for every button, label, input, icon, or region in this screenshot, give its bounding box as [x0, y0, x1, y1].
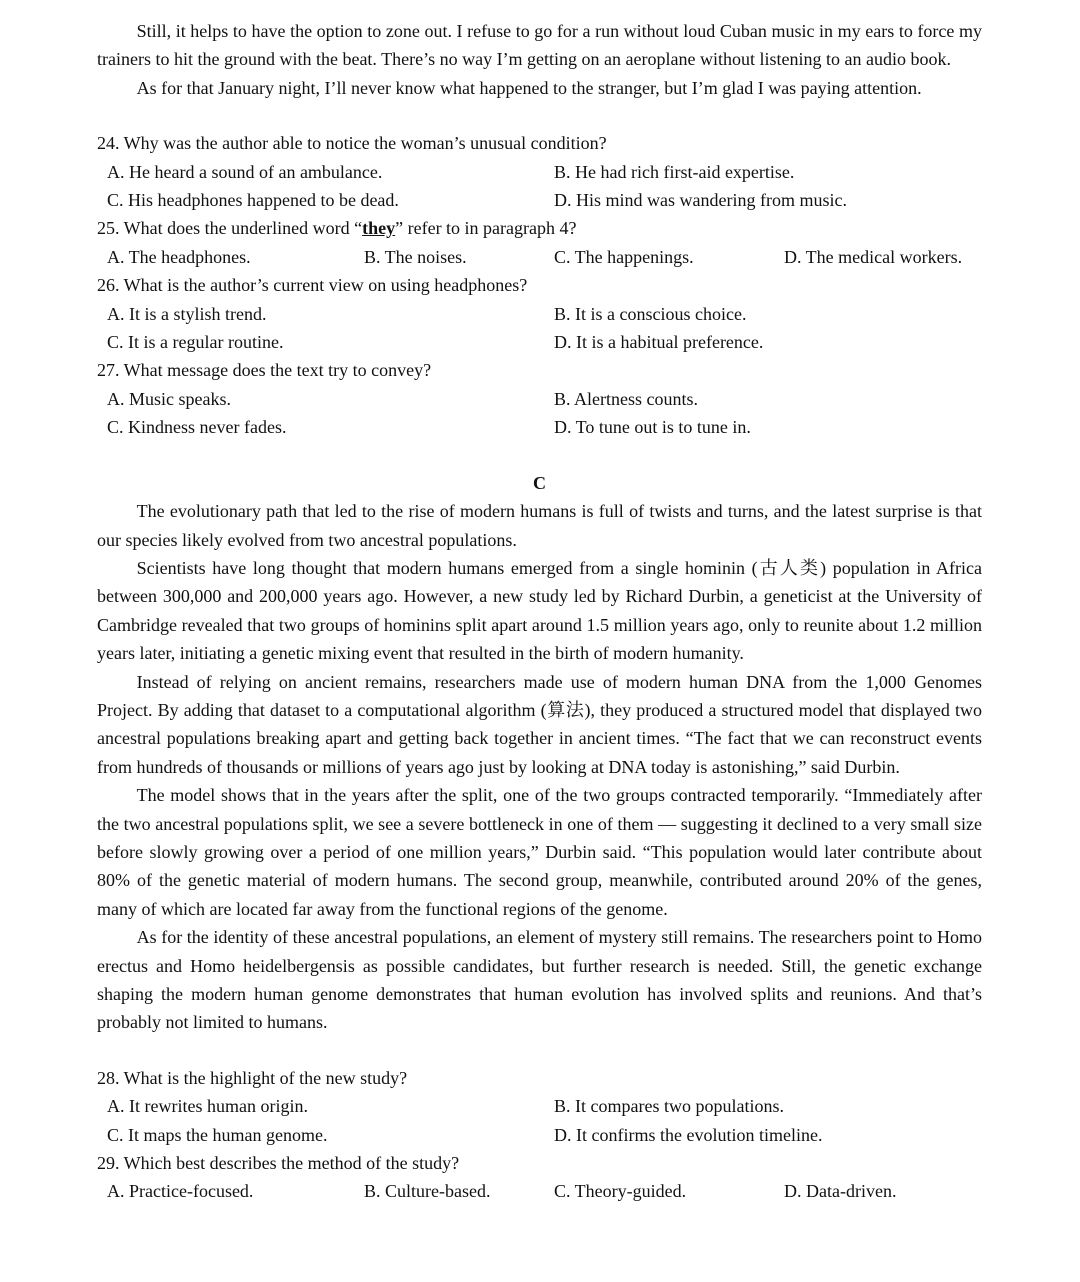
- passage-paragraph: Still, it helps to have the option to zone out. I refuse to go for a run without loud Cuban music in my ears to force my trainers to hit the ground with the beat. There’s no way I’m getting on an aeroplane without listening to an audio book.: [97, 21, 982, 70]
- option-c: C. It is a regular routine.: [107, 332, 284, 353]
- passage-paragraph: Scientists have long thought that modern humans emerged from a single hominin (古人类) population in Africa between 300,000 and 200,000 years ago. However, a new study led by Richard Durbin, a geneticist at the University of Cambridge revealed that two groups of hominins split apart around 1.5 million years ago, only to reunite about 1.2 million years later, initiating a genetic mixing event that resulted in the birth of modern humanity.: [97, 557, 982, 664]
- option-d: D. It confirms the evolution timeline.: [554, 1124, 823, 1145]
- option-a: A. The headphones.: [107, 246, 251, 267]
- section-heading-c: C: [533, 472, 546, 493]
- option-d: D. It is a habitual preference.: [554, 332, 764, 353]
- option-b: B. Culture-based.: [364, 1181, 491, 1202]
- stem-text: ” refer to in paragraph 4?: [395, 218, 577, 239]
- underlined-word: they: [362, 218, 396, 239]
- passage-paragraph: Instead of relying on ancient remains, researchers made use of modern human DNA from the 1,000 Genomes Project. By adding that dataset to a computational algorithm (算法), they produced a structured model that displayed two ancestral populations breaking apart and getting back together in ancient times. “The fact that we can reconstruct events from hundreds of thousands or millions of years ago just by looking at DNA today is astonishing,” said Durbin.: [97, 671, 982, 777]
- option-a: A. Practice-focused.: [107, 1181, 254, 1202]
- option-c: C. Theory-guided.: [554, 1181, 687, 1202]
- option-c: C. It maps the human genome.: [107, 1124, 328, 1145]
- option-b: B. It compares two populations.: [554, 1096, 784, 1117]
- question-25-options: [97, 243, 982, 271]
- passage-paragraph: As for that January night, I’ll never know what happened to the stranger, but I’m glad I was paying attention.: [136, 77, 922, 98]
- passage-paragraph: The model shows that in the years after the split, one of the two groups contracted temporarily. “Immediately after the two ancestral populations split, we see a severe bottleneck in one of them — suggesting it declined to a very small size before slowly growing over a period of one million years,” Durbin said. “This population would later contribute about 80% of the genetic material of modern humans. The second group, meanwhile, contributed around 20% of the genes, many of which are located far away from the functional regions of the genome.: [97, 785, 982, 919]
- question-26-options: [97, 300, 982, 357]
- question-29-options: [97, 1177, 982, 1205]
- stem-text: 25. What does the underlined word “: [97, 218, 363, 239]
- option-d: D. His mind was wandering from music.: [554, 190, 847, 211]
- question-27-stem: 27. What message does the text try to convey?: [97, 360, 432, 381]
- option-b: B. Alertness counts.: [554, 388, 698, 409]
- option-c: C. Kindness never fades.: [107, 417, 287, 438]
- question-29-stem: 29. Which best describes the method of the study?: [97, 1153, 460, 1174]
- option-c: C. The happenings.: [554, 246, 694, 267]
- question-24-stem: 24. Why was the author able to notice the woman’s unusual condition?: [97, 133, 607, 154]
- question-24-options: [97, 158, 982, 215]
- question-28-options: [97, 1092, 982, 1149]
- option-a: A. It is a stylish trend.: [107, 303, 267, 324]
- option-a: A. It rewrites human origin.: [107, 1096, 308, 1117]
- question-26-stem: 26. What is the author’s current view on using headphones?: [97, 275, 528, 296]
- option-d: D. The medical workers.: [784, 246, 963, 267]
- option-d: D. Data-driven.: [784, 1181, 897, 1202]
- option-b: B. The noises.: [364, 246, 467, 267]
- question-25-stem: [97, 214, 982, 242]
- question-28-stem: 28. What is the highlight of the new study?: [97, 1067, 408, 1088]
- option-b: B. He had rich first-aid expertise.: [554, 161, 795, 182]
- option-d: D. To tune out is to tune in.: [554, 417, 751, 438]
- passage-paragraph: The evolutionary path that led to the rise of modern humans is full of twists and turns, and the latest surprise is that our species likely evolved from two ancestral populations.: [97, 501, 982, 550]
- option-c: C. His headphones happened to be dead.: [107, 190, 399, 211]
- option-a: A. He heard a sound of an ambulance.: [107, 161, 383, 182]
- passage-paragraph: As for the identity of these ancestral populations, an element of mystery still remains. The researchers point to Homo erectus and Homo heidelbergensis as possible candidates, but further research is needed. Still, the genetic exchange shaping the modern human genome demonstrates that human evolution has involved splits and reunions. And that’s probably not limited to humans.: [97, 927, 982, 1033]
- option-b: B. It is a conscious choice.: [554, 303, 747, 324]
- question-27-options: [97, 385, 982, 442]
- option-a: A. Music speaks.: [107, 388, 231, 409]
